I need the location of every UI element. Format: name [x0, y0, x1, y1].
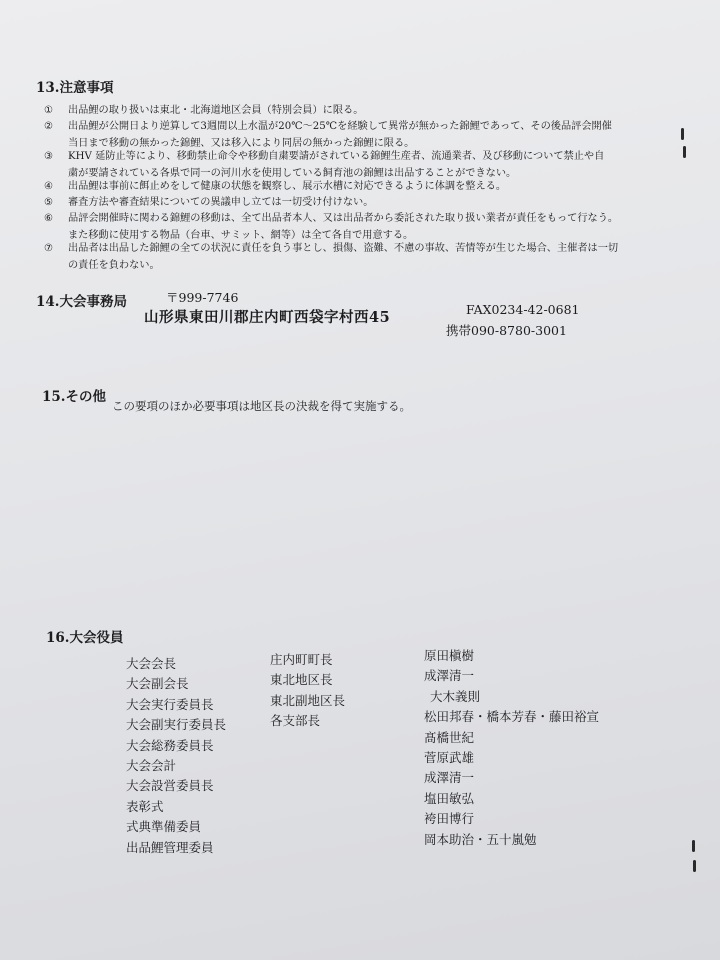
- note-item-continuation: 当日まで移動の無かった錦鯉、又は移入により同居の無かった錦鯉に限る。: [68, 138, 415, 149]
- officer-name: 成澤清一: [424, 668, 475, 684]
- punch-hole-mark: [681, 128, 684, 140]
- note-item-continuation: また移動に使用する物品（台車、サミット、網等）は全て各自で用意する。: [68, 230, 414, 241]
- officer-name: 髙橋世紀: [424, 729, 475, 745]
- officer-role: 大会会長: [126, 656, 177, 671]
- punch-hole-mark: [693, 860, 696, 872]
- officer-role: 大会副会長: [126, 676, 189, 692]
- officer-name: 原田槇樹: [424, 648, 475, 663]
- note-item: ⑥ 品評会開催時に関わる錦鯉の移動は、全て出品者本人、又は出品者から委託された取り扱い業者が責任をもって行なう。: [44, 213, 619, 224]
- officer-role: 式典準備委員: [126, 819, 202, 835]
- notes-heading: 13.注意事項: [36, 80, 114, 96]
- officer-name: 成澤清一: [424, 770, 475, 786]
- officer-role: 大会副実行委員長: [126, 717, 227, 733]
- note-item: ⑤ 審査方法や審査結果についての異議申し立ては一切受け付けない。: [44, 197, 374, 208]
- officer-role: 大会会計: [126, 757, 177, 773]
- office-address: 山形県東田川郡庄内町西袋字村西45: [144, 309, 391, 326]
- other-heading: 15.その他: [42, 389, 106, 405]
- officers-heading: 16.大会役員: [46, 630, 124, 646]
- punch-hole-mark: [692, 840, 695, 852]
- note-item: ④ 出品鯉は事前に餌止めをして健康の状態を観察し、展示水槽に対応できるように体調を整える。: [44, 181, 507, 192]
- note-item: ① 出品鯉の取り扱いは東北・北海道地区会員（特別会員）に限る。: [44, 105, 364, 116]
- officer-titles-column: [270, 650, 345, 732]
- officer-name: 大木義則: [430, 688, 481, 704]
- officer-name: 袴田博行: [424, 811, 475, 827]
- officer-name: 菅原武雄: [424, 749, 475, 765]
- officer-name: 岡本助治・五十嵐勉: [424, 831, 537, 847]
- punch-hole-mark: [683, 146, 686, 158]
- office-mobile: 携帯090-8780-3001: [446, 323, 567, 338]
- office-heading: 14.大会事務局: [36, 294, 127, 310]
- officer-title: 東北副地区長: [270, 692, 346, 708]
- office-fax: FAX0234-42-0681: [466, 302, 580, 317]
- postal-code: 〒999-7746: [166, 290, 239, 305]
- officer-name: 松田邦春・橋本芳春・藤田裕宣: [424, 709, 600, 725]
- note-item-continuation: 粛が要請されている各県で同一の河川水を使用している飼育池の錦鯉は出品することができない。: [68, 168, 517, 179]
- officer-name: 塩田敏弘: [424, 790, 475, 806]
- officer-role: 表彰式: [126, 798, 164, 814]
- officer-title: 各支部長: [270, 713, 321, 729]
- note-item-continuation: の責任を負わない。: [68, 260, 160, 271]
- officer-names-column: [424, 646, 599, 850]
- officer-title: 東北地区長: [270, 672, 333, 688]
- officer-role: 大会設営委員長: [126, 778, 214, 794]
- officer-title: 庄内町町長: [270, 652, 333, 667]
- officer-role: 出品鯉管理委員: [126, 839, 214, 855]
- officer-roles-column: [126, 654, 226, 858]
- note-item: ③ KHV 延防止等により、移動禁止命令や移動自粛要請がされている錦鯉生産者、流通業者、及び移動について禁止や自: [44, 151, 605, 162]
- note-item: ② 出品鯉が公開日より逆算して3週間以上水温が20℃～25℃を経験して異常が無かった錦鯉であって、その後品評会開催: [44, 121, 612, 132]
- note-item: ⑦ 出品者は出品した錦鯉の全ての状況に責任を負う事とし、損傷、盗難、不慮の事故、苦情等が生じた場合、主催者は一切: [44, 243, 619, 254]
- other-text: この要項のほか必要事項は地区長の決裁を得て実施する。: [112, 399, 411, 413]
- officer-role: 大会総務委員長: [126, 737, 214, 753]
- officer-role: 大会実行委員長: [126, 696, 214, 712]
